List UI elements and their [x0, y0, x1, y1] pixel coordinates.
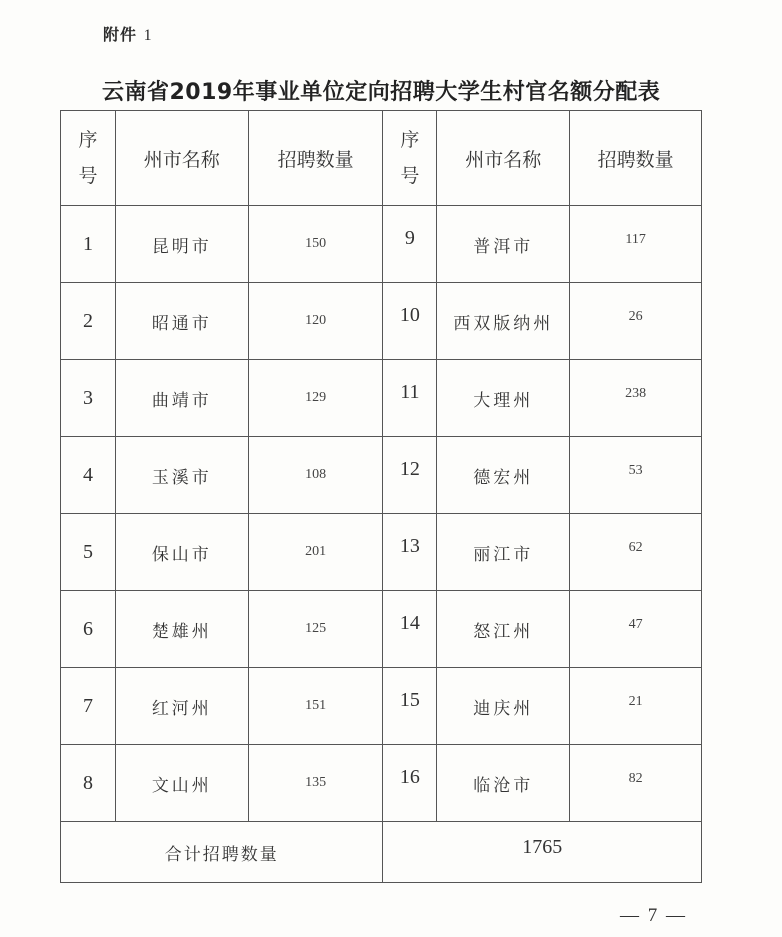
count-cell: [570, 745, 702, 822]
table-row: [61, 206, 702, 283]
count-cell: [570, 591, 702, 668]
total-value-cell: [383, 822, 702, 883]
name-cell: 普洱市: [437, 206, 570, 283]
name-cell: 保山市: [115, 514, 248, 591]
seq-cell: [383, 360, 437, 437]
count-cell: 125: [248, 591, 383, 668]
name-cell: 楚雄州: [115, 591, 248, 668]
table-row: [61, 591, 702, 668]
header-count-right: 招聘数量: [570, 111, 702, 206]
count-cell: [570, 206, 702, 283]
name-cell: 红河州: [115, 668, 248, 745]
count-cell: 108: [248, 437, 383, 514]
seq-cell: 5: [61, 514, 116, 591]
count-value: 47: [628, 617, 643, 632]
name-cell: 迪庆州: [437, 668, 570, 745]
seq-cell: 6: [61, 591, 116, 668]
count-cell: 120: [248, 283, 383, 360]
count-cell: 151: [248, 668, 383, 745]
header-seq: [61, 111, 116, 206]
count-cell: 150: [248, 206, 383, 283]
name-cell: 文山州: [115, 745, 248, 822]
count-value: 53: [628, 463, 643, 478]
name-cell: 西双版纳州: [437, 283, 570, 360]
seq-value: 15: [399, 688, 420, 711]
name-cell: 怒江州: [437, 591, 570, 668]
seq-cell: 3: [61, 360, 116, 437]
header-seq-line2: 号: [78, 165, 98, 187]
count-value: 117: [625, 232, 646, 247]
count-value: 82: [628, 771, 643, 786]
seq-cell: 2: [61, 283, 116, 360]
header-seq-line1: 序: [78, 129, 98, 151]
seq-cell: [383, 745, 437, 822]
seq-cell: 7: [61, 668, 116, 745]
quota-table: [60, 110, 702, 883]
table-row: [61, 745, 702, 822]
page-number: — 7 —: [620, 905, 687, 926]
attachment-number: 1: [143, 27, 153, 44]
count-cell: 201: [248, 514, 383, 591]
attachment-text: 附件: [103, 25, 138, 44]
attachment-label: [103, 22, 153, 45]
name-cell: 大理州: [437, 360, 570, 437]
count-cell: [570, 437, 702, 514]
seq-cell: [383, 668, 437, 745]
header-seq-line1: 序: [400, 129, 420, 151]
table-row: [61, 514, 702, 591]
header-seq-line2: 号: [400, 165, 420, 187]
count-cell: [570, 514, 702, 591]
count-cell: 129: [248, 360, 383, 437]
seq-cell: [383, 591, 437, 668]
total-value: 1765: [522, 835, 563, 858]
table-row: [61, 437, 702, 514]
seq-cell: [383, 514, 437, 591]
header-name: 州市名称: [115, 111, 248, 206]
table-row: [61, 668, 702, 745]
seq-value: 11: [400, 380, 420, 403]
name-cell: 曲靖市: [115, 360, 248, 437]
seq-value: 13: [399, 534, 420, 557]
count-cell: [570, 283, 702, 360]
seq-cell: 1: [61, 206, 116, 283]
name-cell: 玉溪市: [115, 437, 248, 514]
seq-cell: [383, 206, 437, 283]
table-row: [61, 283, 702, 360]
total-row: [61, 822, 702, 883]
header-seq-right: [383, 111, 437, 206]
name-cell: 丽江市: [437, 514, 570, 591]
seq-value: 12: [399, 457, 420, 480]
page-title: 云南省2019年事业单位定向招聘大学生村官名额分配表: [102, 80, 661, 105]
seq-value: 14: [399, 611, 420, 634]
seq-cell: 8: [61, 745, 116, 822]
header-row: [61, 111, 702, 206]
count-cell: [570, 360, 702, 437]
count-value: 26: [628, 309, 643, 324]
seq-value: 9: [404, 226, 415, 249]
count-value: 238: [625, 386, 647, 401]
total-label: 合计招聘数量: [61, 822, 383, 883]
count-value: 62: [628, 540, 643, 555]
count-value: 21: [628, 694, 643, 709]
name-cell: 昭通市: [115, 283, 248, 360]
header-name-right: 州市名称: [437, 111, 570, 206]
name-cell: 昆明市: [115, 206, 248, 283]
seq-value: 16: [399, 765, 420, 788]
seq-cell: 4: [61, 437, 116, 514]
name-cell: 德宏州: [437, 437, 570, 514]
count-cell: 135: [248, 745, 383, 822]
count-cell: [570, 668, 702, 745]
name-cell: 临沧市: [437, 745, 570, 822]
seq-cell: [383, 283, 437, 360]
table-row: [61, 360, 702, 437]
header-count: 招聘数量: [248, 111, 383, 206]
seq-cell: [383, 437, 437, 514]
seq-value: 10: [399, 303, 420, 326]
